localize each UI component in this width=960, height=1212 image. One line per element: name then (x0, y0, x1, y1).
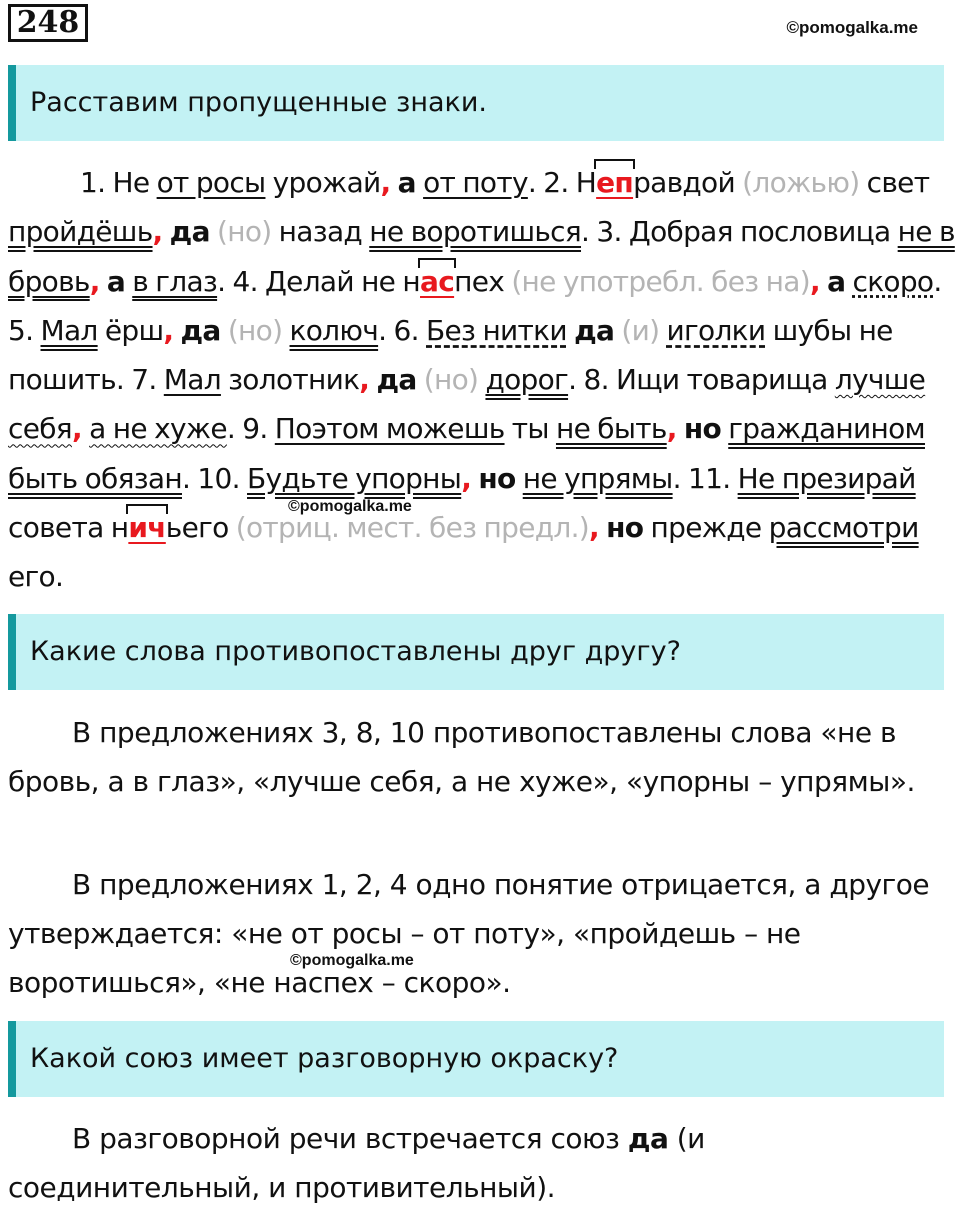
answer-paragraph-2: В предложениях 1, 2, 4 одно понятие отрицается, а другое утверждается: «не от росы – от поту», «пройдешь – не воротишься», «не наспех – скоро». (8, 868, 930, 999)
watermark-1: ©pomogalka.me (288, 498, 412, 515)
site-watermark: ©pomogalka.me (786, 18, 918, 37)
section-title-3: Какой союз имеет разговорную окраску? (8, 1021, 944, 1097)
answer-paragraph-1: В предложениях 3, 8, 10 противопоставлены слова «не в бровь, а в глаз», «лучше себя, а не хуже», «упорны – упрямы». (8, 716, 915, 798)
watermark-2: ©pomogalka.me (290, 952, 414, 969)
exercise-number: 248 (8, 4, 88, 42)
section-title-2: Какие слова противопоставлены друг другу? (8, 614, 944, 690)
exercise-text: 1. Не от росы урожай, а от поту. 2. Неправдой (ложью) свет пройдёшь, да (но) назад не воротишься. 3. Добрая пословица не в бровь, а в глаз. 4. Делай не наспех (не употребл. без на), а скоро. 5. Мал ёрш, да (но) колюч. 6. Без нитки да (и) иголки шубы не пошить. 7. Мал золотник, да (но) дорог. 8. Ищи товарища лучше себя, а не хуже. 9. Поэтом можешь ты не быть, но гражданином быть обязан. 10. Будьте упорны, но не упрямы. 11. Не презирай совета ничьего (отриц. мест. без предл.), но прежде рассмотри его. (8, 158, 956, 602)
answer-paragraph-3: В разговорной речи встречается союз да (и соединительный, и противительный). (8, 1122, 705, 1204)
section-title-1: Расставим пропущенные знаки. (8, 65, 944, 141)
